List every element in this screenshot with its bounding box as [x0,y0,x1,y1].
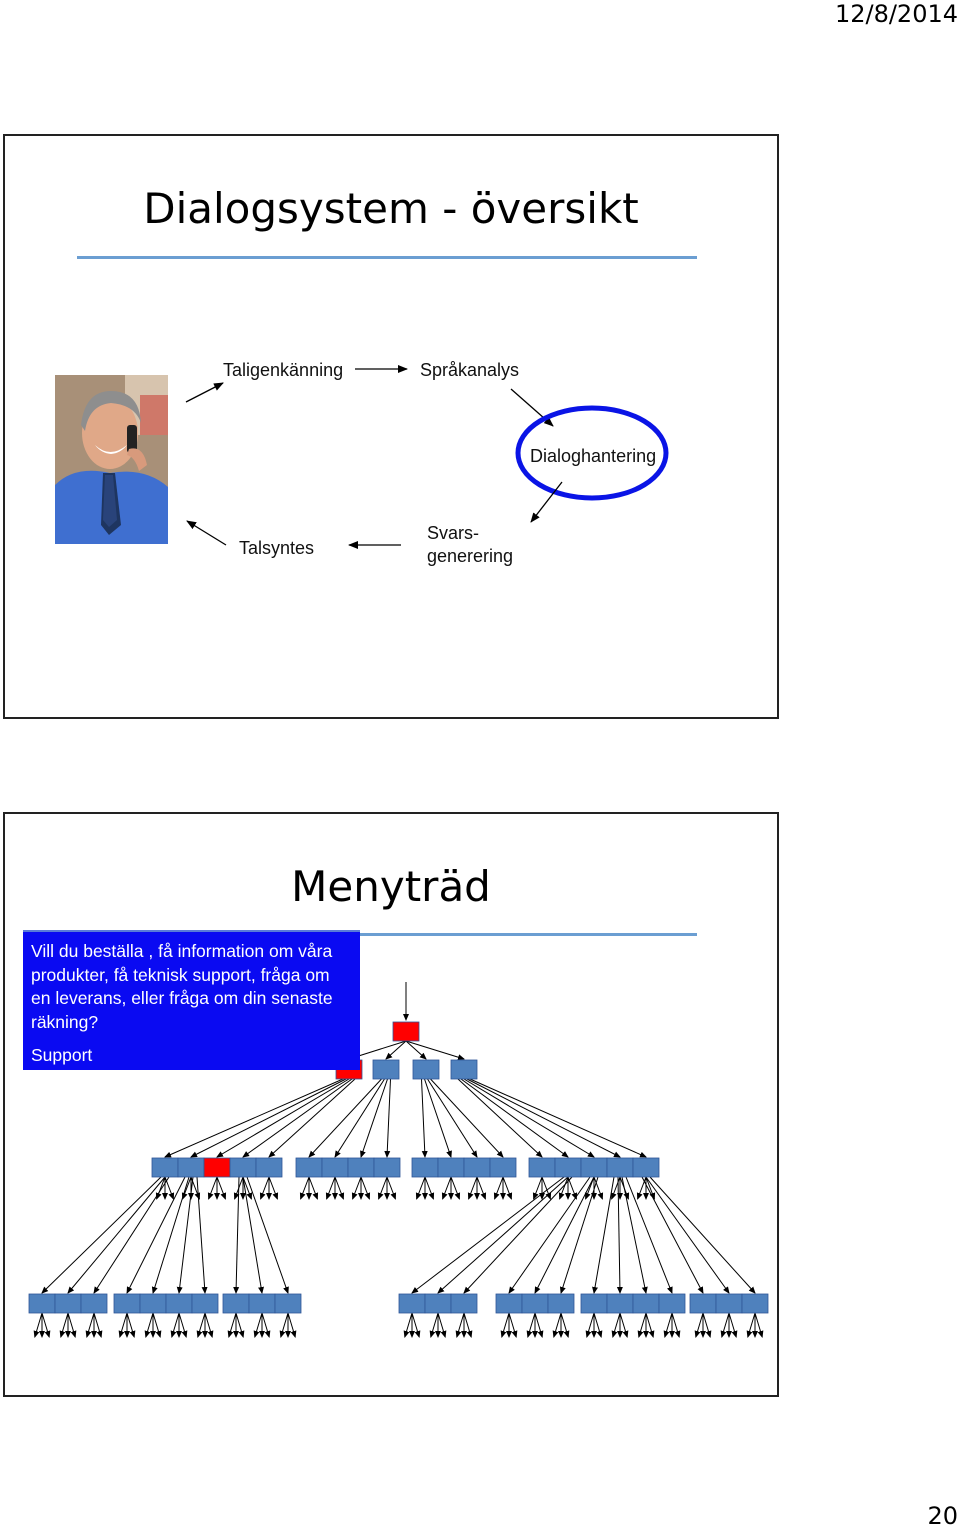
tree-node-l3 [716,1294,742,1313]
tree-leaf-arrow-l3 [722,1313,729,1337]
tree-leaf-arrow-l3 [457,1313,464,1337]
tree-leaf-arrow-l3 [509,1313,516,1337]
tree-leaf-arrow-l2 [243,1177,251,1199]
tree-leaf-arrow-l3 [146,1313,153,1337]
tree-node-l3 [690,1294,716,1313]
tree-edge-l2 [165,1079,343,1157]
tree-node-l3 [607,1294,633,1313]
tree-leaf-arrow-l3 [405,1313,412,1337]
label-response-generation-line1: Svars- [427,523,480,543]
user-answer-text: Support [31,1045,93,1065]
tree-edge-l2 [361,1079,388,1157]
tree-leaf-arrow-l3 [172,1313,179,1337]
tree-node-l2 [322,1158,348,1177]
tree-leaf-arrow-l3 [535,1313,542,1337]
tree-leaf-arrow-l2 [261,1177,269,1199]
tree-node-l3 [81,1294,107,1313]
tree-edge-l2 [467,1079,620,1157]
tree-node-l2 [296,1158,322,1177]
tree-leaf-arrow-l3 [205,1313,212,1337]
tree-leaf-arrow-l2 [638,1177,646,1199]
tree-root-node [393,1022,419,1041]
tree-leaf-arrow-l2 [495,1177,503,1199]
tree-leaf-arrow-l3 [431,1313,438,1337]
tree-leaf-arrow-l3 [665,1313,672,1337]
tree-edge-l3 [509,1177,590,1293]
tree-edge-l3 [464,1177,572,1293]
tree-node-l1 [413,1060,439,1079]
tree-leaf-arrow-l2 [335,1177,343,1199]
tree-leaf-arrow-l2 [165,1177,173,1199]
tree-edge-l2 [217,1079,349,1157]
tree-leaf-arrow-l3 [94,1313,101,1337]
arrow-analysis-to-dialogue [511,389,553,426]
tree-leaf-arrow-l2 [534,1177,542,1199]
tree-edge-l3 [594,1177,614,1293]
tree-leaf-arrow-l3 [696,1313,703,1337]
tree-leaf-arrow-l2 [209,1177,217,1199]
system-prompt-box [23,930,360,1070]
tree-leaf-arrow-l3 [42,1313,49,1337]
tree-edge-l2 [309,1079,382,1157]
tree-leaf-arrow-l3 [198,1313,205,1337]
tree-leaf-arrow-l3 [703,1313,710,1337]
tree-node-l3 [249,1294,275,1313]
tree-node-l3 [114,1294,140,1313]
menu-tree-diagram [5,814,781,1399]
tree-node-l3 [166,1294,192,1313]
tree-leaf-arrow-l3 [646,1313,653,1337]
tree-leaf-arrow-l3 [35,1313,42,1337]
tree-node-l3 [522,1294,548,1313]
tree-leaf-arrow-l3 [281,1313,288,1337]
tree-edge-l3 [179,1177,193,1293]
tree-edge-l3 [650,1177,755,1293]
tree-leaf-arrow-l3 [594,1313,601,1337]
tree-leaf-arrow-l3 [153,1313,160,1337]
tree-node-l3 [223,1294,249,1313]
tree-node-l2 [256,1158,282,1177]
tree-node-l3 [399,1294,425,1313]
date: 12/8/2014 [834,0,958,28]
tree-edge-l3 [68,1177,165,1293]
label-dialogue-management: Dialoghantering [530,446,657,466]
tree-node-l2 [438,1158,464,1177]
tree-edge-l2 [425,1079,452,1157]
tree-leaf-arrow-l3 [613,1313,620,1337]
tree-edge-l2 [422,1079,426,1157]
tree-leaf-arrow-l3 [561,1313,568,1337]
tree-edge-l2 [428,1079,478,1157]
tree-leaf-arrow-l3 [262,1313,269,1337]
flow-arrows [5,136,781,721]
tree-leaf-arrow-l2 [361,1177,369,1199]
tree-leaf-arrow-l2 [477,1177,485,1199]
tree-leaf-arrow-l2 [301,1177,309,1199]
tree-node-l3 [548,1294,574,1313]
dialogue-highlight-ellipse [518,408,666,498]
tree-node-l2 [204,1158,230,1177]
tree-leaf-arrow-l3 [639,1313,646,1337]
tree-leaf-arrow-l3 [729,1313,736,1337]
tree-node-l3 [451,1294,477,1313]
tree-node-l2 [529,1158,555,1177]
tree-node-l3 [496,1294,522,1313]
tree-edge-l3 [412,1177,564,1293]
tree-leaf-arrow-l2 [353,1177,361,1199]
tree-edge-l3 [243,1177,262,1293]
system-prompt-text: Vill du beställa , få information om våra produkter, få teknisk support, fråga om en leverans, eller fråga om din senaste räkning? [31,941,333,1032]
tree-leaf-arrow-l3 [68,1313,75,1337]
tree-edge-l3 [561,1177,598,1293]
tree-node-l3 [659,1294,685,1313]
tree-node-l1 [373,1060,399,1079]
tree-node-l3 [633,1294,659,1313]
tree-leaf-arrow-l3 [748,1313,755,1337]
tree-edge-l3 [642,1177,703,1293]
tree-node-l3 [55,1294,81,1313]
slide-title: Menyträd [291,862,491,911]
tree-leaf-arrow-l2 [443,1177,451,1199]
tree-edge-l3 [247,1177,288,1293]
tree-node-l2 [633,1158,659,1177]
tree-leaf-arrow-l3 [464,1313,471,1337]
tree-leaf-arrow-l2 [379,1177,387,1199]
label-speech-synthesis: Talsyntes [239,538,315,558]
label-language-analysis: Språkanalys [420,360,520,380]
tree-node-l2 [374,1158,400,1177]
tree-leaf-arrow-l2 [327,1177,335,1199]
arrow-synthesis-to-user [187,521,226,545]
tree-node-l2 [581,1158,607,1177]
tree-node-l1 [451,1060,477,1079]
tree-node-l2 [607,1158,633,1177]
tree-edge-l2 [191,1079,346,1157]
tree-leaf-arrow-l3 [288,1313,295,1337]
tree-node-l2 [348,1158,374,1177]
page-number: 20 [927,1502,958,1530]
tree-edge-l3 [42,1177,161,1293]
tree-leaf-arrow-l2 [387,1177,395,1199]
tree-leaf-arrow-l3 [672,1313,679,1337]
tree-node-l2 [555,1158,581,1177]
tree-leaf-arrow-l3 [179,1313,186,1337]
tree-leaf-arrow-l3 [438,1313,445,1337]
tree-edge-l2 [470,1079,646,1157]
tree-edge-l2 [431,1079,504,1157]
slide-menu-tree [3,812,779,1397]
tree-node-l3 [140,1294,166,1313]
tree-edge-l3 [197,1177,205,1293]
tree-leaf-arrow-l3 [620,1313,627,1337]
tree-node-l2 [490,1158,516,1177]
tree-edge-l2 [461,1079,568,1157]
label-speech-recognition: Taligenkänning [223,360,344,380]
tree-leaf-arrow-l3 [412,1313,419,1337]
tree-leaf-arrow-l3 [120,1313,127,1337]
tree-node-l2 [412,1158,438,1177]
tree-leaf-arrow-l3 [554,1313,561,1337]
tree-edge-l3 [622,1177,646,1293]
tree-node-l2 [230,1158,256,1177]
tree-node-l3 [275,1294,301,1313]
arrow-to-recognition [186,383,223,402]
tree-leaf-arrow-l2 [503,1177,511,1199]
tree-leaf-arrow-l3 [255,1313,262,1337]
tree-leaf-arrow-l3 [229,1313,236,1337]
tree-leaf-arrow-l3 [236,1313,243,1337]
tree-leaf-arrow-l3 [755,1313,762,1337]
tree-node-l3 [742,1294,768,1313]
tree-leaf-arrow-l2 [469,1177,477,1199]
label-response-generation-line2: generering [427,546,514,566]
tree-node-l3 [29,1294,55,1313]
tree-edge-l3 [127,1177,185,1293]
tree-node-l3 [425,1294,451,1313]
slide-dialog-system-overview [3,134,779,719]
tree-edge-l1 [406,1041,464,1059]
tree-leaf-arrow-l2 [451,1177,459,1199]
tree-leaf-arrow-l3 [127,1313,134,1337]
tree-edge-l3 [646,1177,729,1293]
tree-leaf-arrow-l2 [594,1177,602,1199]
tree-node-l2 [178,1158,204,1177]
tree-leaf-arrow-l3 [587,1313,594,1337]
tree-leaf-arrow-l3 [87,1313,94,1337]
tree-edge-l2 [243,1079,352,1157]
tree-edge-l3 [94,1177,169,1293]
tree-leaf-arrow-l2 [417,1177,425,1199]
tree-leaf-arrow-l3 [528,1313,535,1337]
tree-edge-l3 [535,1177,594,1293]
tree-leaf-arrow-l2 [269,1177,277,1199]
slide-title: Dialogsystem - översikt [143,184,639,233]
tree-leaf-arrow-l3 [502,1313,509,1337]
tree-node-l3 [581,1294,607,1313]
tree-node-l2 [464,1158,490,1177]
tree-leaf-arrow-l2 [309,1177,317,1199]
tree-node-l2 [152,1158,178,1177]
tree-node-l3 [192,1294,218,1313]
tree-leaf-arrow-l2 [425,1177,433,1199]
tree-leaf-arrow-l3 [61,1313,68,1337]
tree-edge-l2 [387,1079,391,1157]
tree-leaf-arrow-l2 [217,1177,225,1199]
